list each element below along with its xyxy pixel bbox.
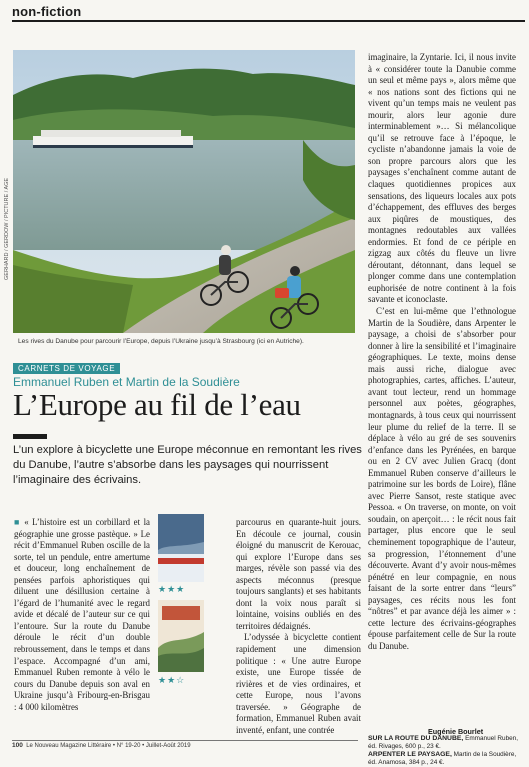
book-cover-arpenter [158,600,204,677]
rating-stars-arpenter: ★★☆ [158,675,186,685]
article-signature: Eugénie Bourlet [428,727,484,736]
cruise-boat [33,130,193,148]
page-footer [12,742,191,749]
book-ref-title: SUR LA ROUTE DU DANUBE, [368,735,464,742]
danube-photo [13,50,355,333]
body-column-3 [368,52,516,652]
body-column-1 [14,517,150,713]
section-label: non-fiction [12,4,82,19]
photo-caption: Les rives du Danube pour parcourir l’Europe, depuis l’Ukraine jusqu’à Strasbourg (ici en Autriche). [18,338,304,345]
header-rule [12,20,525,22]
paragraph: imaginaire, la Zyntarie. Ici, il nous invite à « considérer toute la Danubie comme un seul et même pays », alors même que « nos nations sont des fictions qui ne vivent qu’un temps mais ne veulent pas mourir, alors leur agonie dure interminablement »… Si mélancolique qu’il se retrouve face à l’époque, le cycliste n’abandonne jamais la voie de son propre parcours alors que les paysages s’enchaînent comme autant de claques quotidiennes propices aux sensations, des liqueurs locales aux pots d’échappement, des effluves des berges aux piqûres de moustiques, des montagnes redoutables aux vallées endormies. Et fond de ce périple en zigzag aux côtés du fleuve un livre déroutant, détonnant, dans lequel se plonger comme dans une contemplation euphorisée de notre continent à la fois savante et iconoclaste. [368,52,516,305]
rating-stars-danube: ★★★ [158,584,186,594]
paragraph: L’odyssée à bicyclette contient rapidement une dimension politique : « Une autre Europe existe, une Europe tissée de rivières et de vies ordinaires, et cette Europe, nous l’avons traversée. » Géographe de formation, Emmanuel Ruben avait inventé, enfant, une contrée [236,632,361,735]
article-title: L’Europe au fil de l’eau [13,387,301,422]
paragraph: C’est en lui-même que l’ethnologue Martin de la Soudière, dans Arpenter le paysage, a choisi de s’absorber pour donner à lire la sensibilité et l’imaginaire géographiques. Le texte, moins dense mais aussi riche, dialogue avec photographies, cartes, affiches. L’auteur, avant tout lecteur, rend un hommage personnel aux poètes, géographes, montagnards, à tous ceux qui nourrissent leur plume du relief de la terre. Il se déplace à vélo au gré de ses souvenirs d’enfance dans les Pyrénées, en barque ou en 2 CV avec Julien Gracq (dont Emmanuel Ruben conserve d’ailleurs le patrimoine sur les bords de Loire), flâne avec Pierre Sansot, reste statique avec Pessoa. « On traverse, on monte, on voit soudain, on aperçoit… : le récit nous fait partager, plus encore que le seul cheminement topographique de l’auteur, sa progression, l’étonnement d’une découverte. Avant d’y avoir nous-mêmes pénétré en leur compagnie, en nous faisant de la sorte entrer dans “leurs” paysages, ces récits nous les font “nôtres” et par avance déjà les aimer » : cette lecture des écrivains-géographes épouse parfaitement celle de Sur la route du Danube. [368,306,516,651]
kicker-label: CARNETS DE VOYAGE [13,363,120,374]
book-ref-detail: Emmanuel Ruben, éd. Rivages, 600 p., 23 €. [368,735,519,750]
book-ref-detail: Martin de la Soudière, éd. Anamosa, 384 p., 24 €. [368,751,517,766]
page-number: 100 [12,742,23,749]
book-cover-danube [158,514,204,587]
photo-credit: GERHARD / GERDOW / PICTURE / AGE [4,177,10,280]
footer-rule [12,740,358,741]
title-rule [13,434,47,439]
body-column-2 [236,517,361,736]
article-authors: Emmanuel Ruben et Martin de la Soudière [13,375,240,389]
issue-info: Le Nouveau Magazine Littéraire • N° 19-20 • Juillet-Août 2019 [26,743,191,749]
paragraph: Le récit d’Emmanuel Ruben oscille de la sorte, tel un pendule, entre amertume et douceur, long enchaînement de pensées parfois aphoristiques qui diluent une désillusion certaine à l’égard de l’humanité avec le regard avide et décalé de l’auteur sur ce qui l’entoure. Sur la route du Danube déroule le récit d’un double rebroussement, dans le temps et dans l’espace. Accompagné d’un ami, Emmanuel Ruben remonte à vélo le cours du Danube depuis son aval en Ukraine jusqu’à Fribourg-en-Brisgau : 4 000 kilomètres [14,528,151,712]
article-lede: L’un explore à bicyclette une Europe méconnue en remontant les rives du Danube, l’autre s’absorbe dans les paysages qui nourrissent l’imaginaire des écrivains. [13,444,362,486]
paragraph: parcourus en quarante-huit jours. En découle ce journal, cousin éloigné du manuscrit de Kerouac, qui explore l’Europe dans ses marges, révèle son passé via des aspects méconnus (presque toujours sanglants) et ses habitants dont la voix nous paraît si lointaine, voisins oubliés en des territoires dédaignés. [236,517,361,631]
book-ref-title: ARPENTER LE PAYSAGE, [368,751,452,758]
paragraph-mark-icon: ■ [14,517,25,527]
book-references [368,735,518,767]
opening-quote: « L’histoire est un corbillard et la géographie une grosse pastèque. » [14,517,150,539]
